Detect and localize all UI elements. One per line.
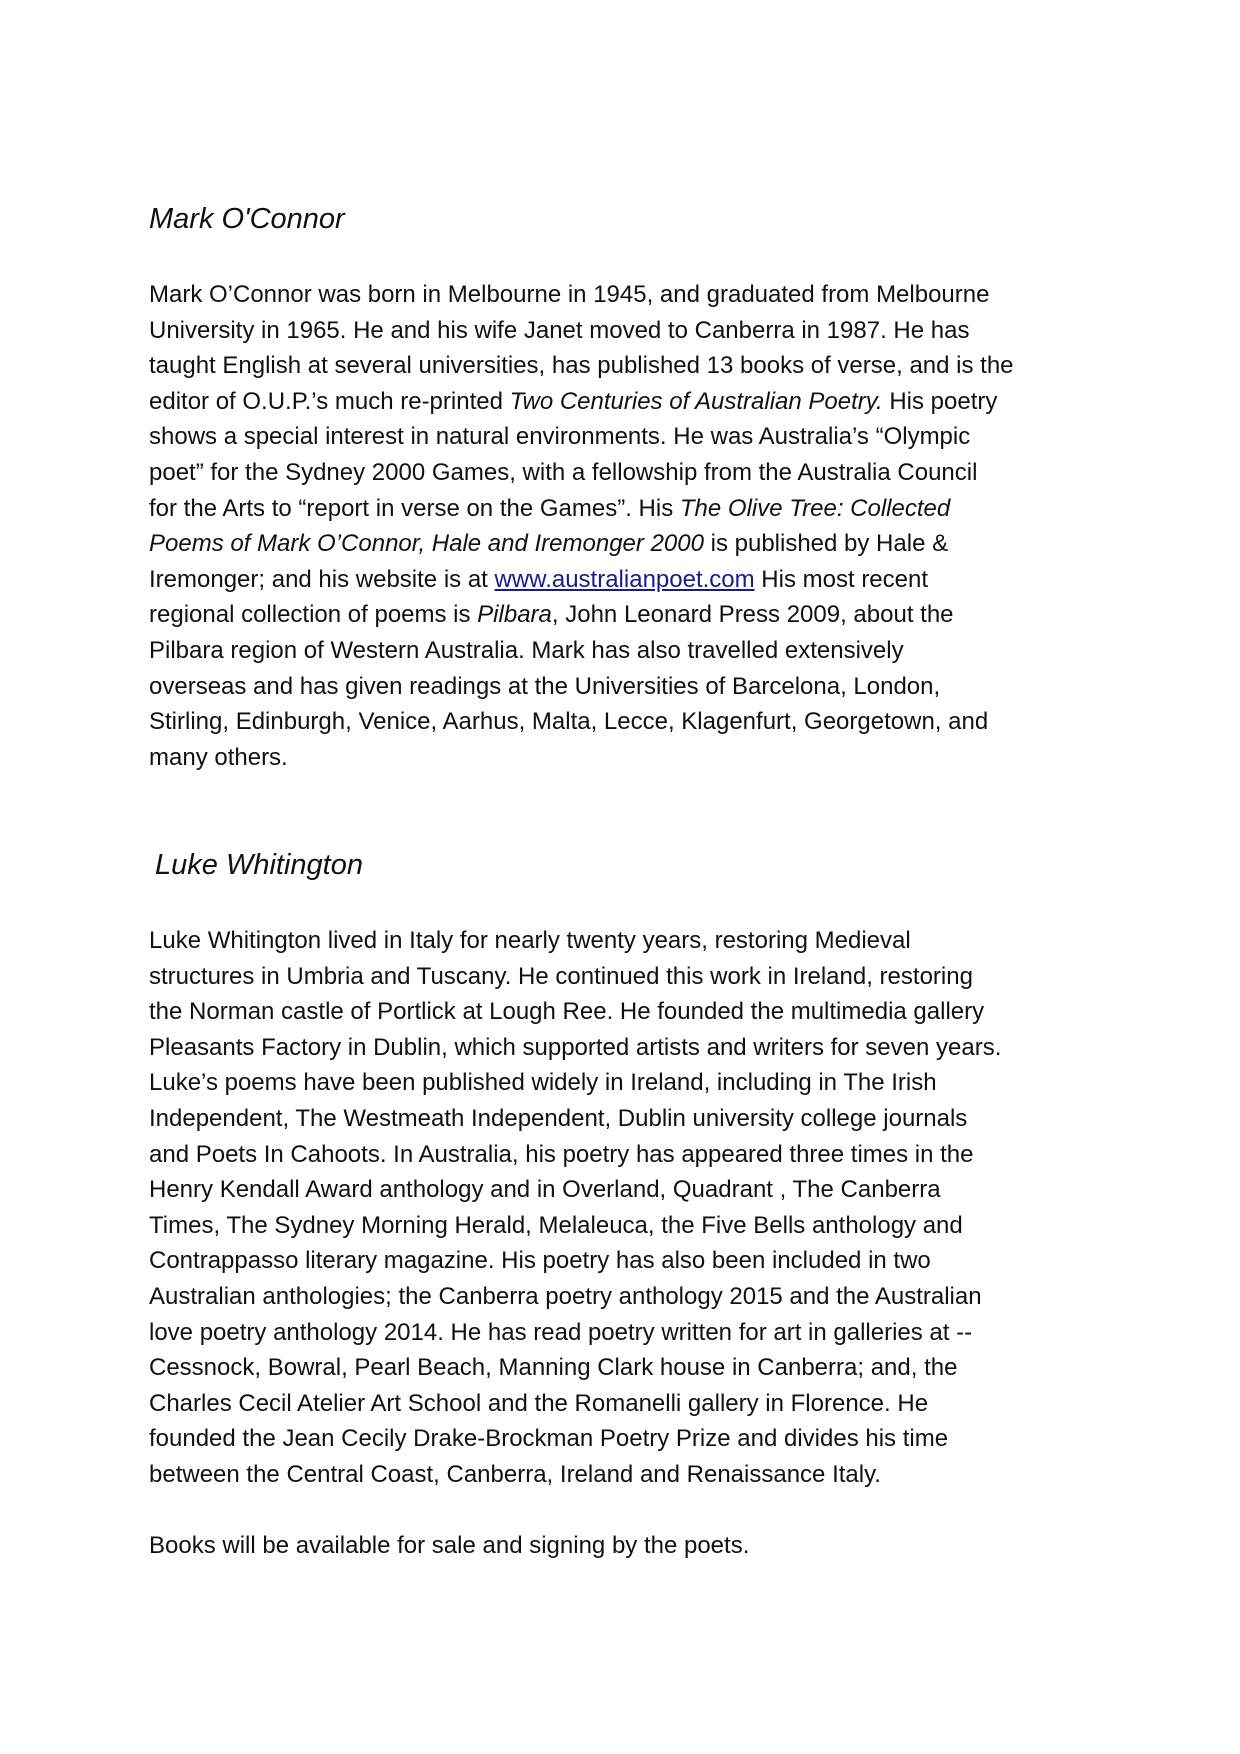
text-line: [149, 384, 1109, 420]
text-line: Luke Whitington lived in Italy for nearly twenty years, restoring Medieval: [149, 927, 911, 954]
text-line: Times, The Sydney Morning Herald, Melaleuca, the Five Bells anthology and: [149, 1211, 963, 1239]
text-line: Pleasants Factory in Dublin, which supported artists and writers for seven years.: [149, 1033, 1002, 1061]
website-link[interactable]: www.australianpoet.com: [494, 565, 755, 593]
text-line: [149, 526, 1109, 562]
text-line: taught English at several universities, has published 13 books of verse, and is the: [149, 352, 1014, 380]
text-run: regional collection of poems is: [149, 601, 478, 629]
text-line: love poetry anthology 2014. He has read poetry written for art in galleries at --: [149, 1318, 973, 1346]
text-line: University in 1965. He and his wife Janet moved to Canberra in 1987. He has: [149, 316, 970, 344]
text-line: Luke’s poems have been published widely in Ireland, including in The Irish: [149, 1069, 937, 1097]
text-line: Contrappasso literary magazine. His poetry has also been included in two: [149, 1247, 931, 1275]
text-line: [149, 562, 1109, 598]
text-run: , John Leonard Press 2009, about the: [551, 601, 954, 629]
text-line: Henry Kendall Award anthology and in Overland, Quadrant , The Canberra: [149, 1176, 941, 1204]
text-run: is published by Hale &: [703, 530, 949, 558]
text-line: Stirling, Edinburgh, Venice, Aarhus, Malta, Lecce, Klagenfurt, Georgetown, and: [149, 708, 989, 736]
text-line: [149, 597, 1109, 633]
text-line: many others.: [149, 743, 288, 771]
text-run: editor of O.U.P.’s much re-printed: [149, 387, 510, 415]
heading-mark-oconnor: Mark O'Connor: [149, 203, 345, 235]
text-line: shows a special interest in natural environments. He was Australia’s “Olympic: [149, 423, 971, 451]
footer-note: [149, 1528, 1109, 1564]
text-line: Independent, The Westmeath Independent, Dublin university college journals: [149, 1104, 968, 1132]
text-line: Pilbara region of Western Australia. Mark has also travelled extensively: [149, 636, 904, 664]
text-line: Cessnock, Bowral, Pearl Beach, Manning Clark house in Canberra; and, the: [149, 1354, 958, 1382]
text-line: structures in Umbria and Tuscany. He continued this work in Ireland, restoring: [149, 962, 973, 990]
text-line: overseas and has given readings at the Universities of Barcelona, London,: [149, 672, 941, 700]
text-line: Books will be available for sale and signing by the poets.: [149, 1532, 750, 1559]
text-line: [149, 491, 1109, 527]
text-run: for the Arts to “report in verse on the Games”. His: [149, 494, 680, 522]
text-line: Australian anthologies; the Canberra poetry anthology 2015 and the Australian: [149, 1282, 982, 1310]
text-run: His most recent: [754, 565, 929, 593]
text-run: Iremonger; and his website is at: [149, 565, 495, 593]
text-line: between the Central Coast, Canberra, Ireland and Renaissance Italy.: [149, 1460, 881, 1488]
text-line: Mark O’Connor was born in Melbourne in 1945, and graduated from Melbourne: [149, 281, 990, 308]
book-title-pilbara: Pilbara: [477, 601, 552, 629]
text-line: the Norman castle of Portlick at Lough Ree. He founded the multimedia gallery: [149, 998, 985, 1026]
paragraph-luke-whitington-bio: [149, 923, 1109, 1493]
text-line: founded the Jean Cecily Drake-Brockman Poetry Prize and divides his time: [149, 1425, 949, 1453]
text-line: poet” for the Sydney 2000 Games, with a fellowship from the Australia Council: [149, 458, 978, 486]
text-run: His poetry: [882, 387, 998, 415]
paragraph-mark-oconnor-bio: [149, 277, 1109, 775]
text-line: Charles Cecil Atelier Art School and the Romanelli gallery in Florence. He: [149, 1389, 929, 1417]
book-title-olive-tree: The Olive Tree: Collected: [679, 494, 951, 522]
book-title-olive-tree-cont: Poems of Mark O’Connor, Hale and Iremonger 2000: [149, 530, 704, 558]
heading-luke-whitington: Luke Whitington: [155, 849, 363, 881]
text-line: and Poets In Cahoots. In Australia, his poetry has appeared three times in the: [149, 1140, 974, 1168]
book-title-two-centuries: Two Centuries of Australian Poetry.: [509, 387, 883, 415]
